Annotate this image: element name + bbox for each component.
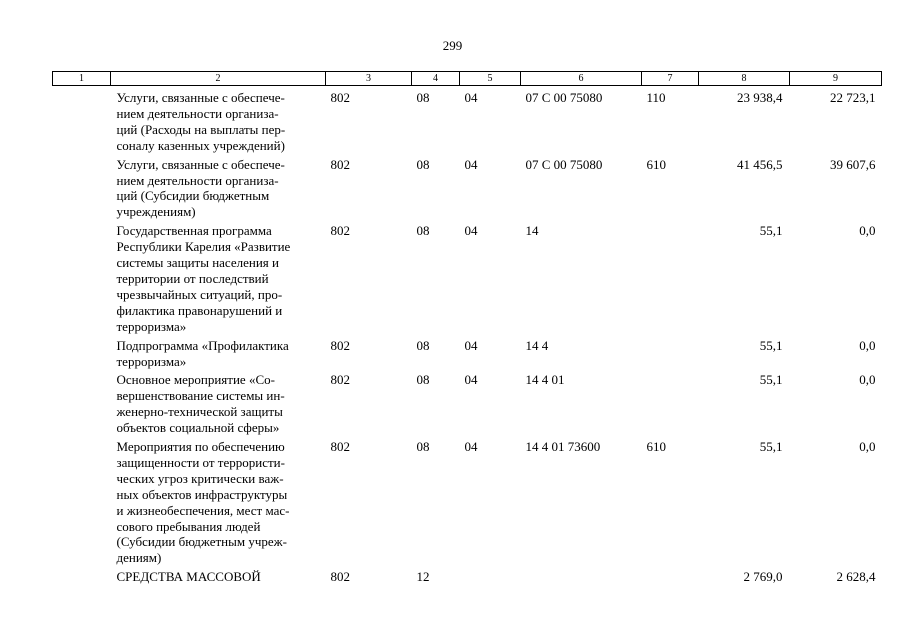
section-code-cell: 08 — [416, 223, 430, 239]
empty-cell — [53, 154, 111, 221]
amount-cell: 2 628,4 — [836, 569, 876, 585]
empty-cell — [53, 86, 111, 154]
ministry-code-cell: 802 — [330, 439, 350, 455]
target-article-cell: 14 4 01 73600 — [525, 439, 601, 455]
target-article-cell: 07 С 00 75080 — [525, 90, 603, 105]
table-row — [53, 154, 882, 221]
ministry-code-cell: 802 — [330, 569, 350, 585]
column-number: 7 — [642, 72, 699, 86]
expense-type-cell: 610 — [646, 439, 666, 455]
target-article-cell: 14 — [525, 223, 539, 239]
amount-cell: 39 607,6 — [830, 156, 876, 172]
empty-cell — [53, 566, 111, 585]
column-number: 8 — [699, 72, 790, 86]
amount-cell: 41 456,5 — [737, 156, 783, 172]
expense-type-cell — [642, 369, 699, 436]
item-name-cell: Услуги, связанные с обеспече- нием деятельности организа- ций (Расходы на выплаты пер- соналу казенных учреждений) — [116, 90, 286, 153]
amount-cell: 55,1 — [759, 372, 783, 388]
budget-table — [52, 71, 882, 585]
target-article-cell — [521, 566, 642, 585]
ministry-code-cell: 802 — [330, 372, 350, 388]
column-number: 9 — [790, 72, 882, 86]
target-article-cell: 14 4 01 — [525, 372, 565, 388]
column-number: 4 — [412, 72, 460, 86]
subsection-code-cell: 04 — [464, 156, 478, 172]
column-number-row — [53, 72, 882, 86]
table-row — [53, 566, 882, 585]
section-code-cell: 08 — [416, 90, 430, 105]
column-number: 2 — [111, 72, 326, 86]
item-name-cell: СРЕДСТВА МАССОВОЙ — [116, 569, 261, 585]
table-row — [53, 220, 882, 334]
expense-type-cell: 110 — [646, 90, 666, 105]
empty-cell — [53, 436, 111, 566]
amount-cell: 55,1 — [759, 337, 783, 353]
expense-type-cell: 610 — [646, 156, 666, 172]
item-name-cell: Государственная программа Республики Карелия «Развитие системы защиты населения и территории от последствий чрезвычайных ситуаций, про- филактика правонарушений и терроризма» — [116, 223, 291, 334]
amount-cell: 55,1 — [759, 223, 783, 239]
table-body — [53, 86, 882, 586]
amount-cell: 0,0 — [859, 223, 876, 239]
target-article-cell: 07 С 00 75080 — [525, 156, 603, 172]
section-code-cell: 08 — [416, 337, 430, 353]
empty-cell — [53, 220, 111, 334]
amount-cell: 2 769,0 — [743, 569, 783, 585]
table-row — [53, 86, 882, 154]
table-row — [53, 369, 882, 436]
expense-type-cell — [642, 566, 699, 585]
subsection-code-cell: 04 — [464, 337, 478, 353]
empty-cell — [53, 369, 111, 436]
ministry-code-cell: 802 — [330, 90, 350, 105]
expense-type-cell — [642, 335, 699, 370]
ministry-code-cell: 802 — [330, 156, 350, 172]
item-name-cell: Мероприятия по обеспечению защищенности от террористи- ческих угроз критически важ- ных объектов инфраструктуры и жизнеобеспечения, мест мас- сового пребывания людей (Субсидии бюджетным учреж- дениям) — [116, 439, 290, 566]
subsection-code-cell: 04 — [464, 439, 478, 455]
ministry-code-cell: 802 — [330, 337, 350, 353]
empty-cell — [53, 335, 111, 370]
amount-cell: 0,0 — [859, 372, 876, 388]
amount-cell: 0,0 — [859, 337, 876, 353]
page-number: 299 — [442, 38, 463, 53]
section-code-cell: 08 — [416, 156, 430, 172]
amount-cell: 23 938,4 — [737, 90, 783, 105]
column-number: 5 — [460, 72, 521, 86]
section-code-cell: 12 — [416, 569, 430, 585]
ministry-code-cell: 802 — [330, 223, 350, 239]
item-name-cell: Основное мероприятие «Со- вершенствование системы ин- женерно-технической защиты объектов социальной сферы» — [116, 372, 285, 436]
item-name-cell: Услуги, связанные с обеспече- нием деятельности организа- ций (Субсидии бюджетным учреждениям) — [116, 156, 285, 220]
item-name-cell: Подпрограмма «Профилактика терроризма» — [116, 337, 289, 369]
subsection-code-cell: 04 — [464, 223, 478, 239]
expense-type-cell — [642, 220, 699, 334]
column-number: 6 — [521, 72, 642, 86]
table-row — [53, 335, 882, 370]
subsection-code-cell: 04 — [464, 372, 478, 388]
section-code-cell: 08 — [416, 439, 430, 455]
subsection-code-cell — [460, 566, 521, 585]
column-number: 3 — [326, 72, 412, 86]
amount-cell: 0,0 — [859, 439, 876, 455]
target-article-cell: 14 4 — [525, 337, 549, 353]
subsection-code-cell: 04 — [464, 90, 478, 105]
amount-cell: 55,1 — [759, 439, 783, 455]
column-number: 1 — [53, 72, 111, 86]
table-row — [53, 436, 882, 566]
amount-cell: 22 723,1 — [830, 90, 876, 105]
section-code-cell: 08 — [416, 372, 430, 388]
